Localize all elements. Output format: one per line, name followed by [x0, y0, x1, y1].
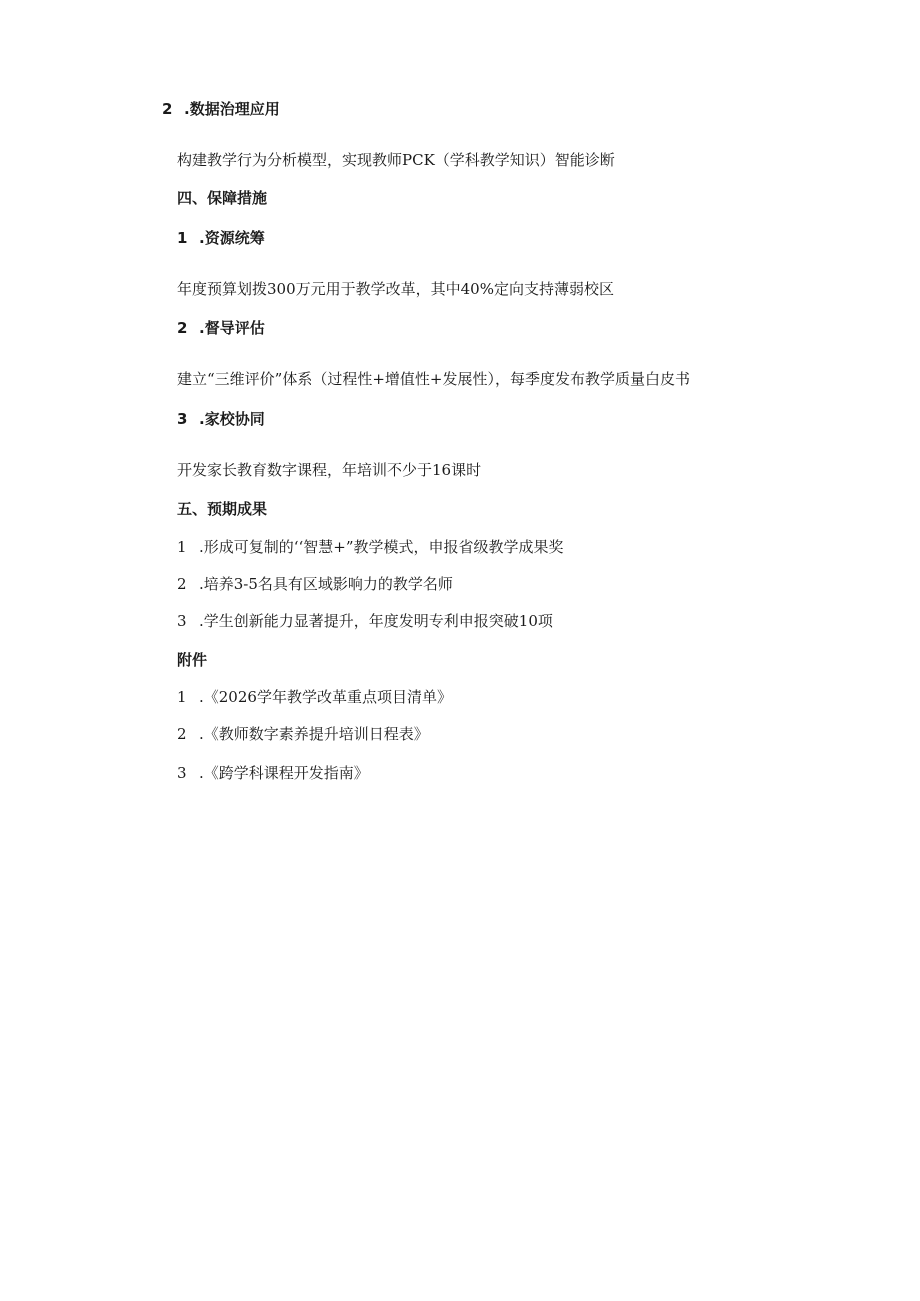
list-item-text: .形成可复制的‘‘智慧+”教学模式，申报省级教学成果奖: [199, 538, 564, 556]
paragraph-resources: 年度预算划拨300万元用于教学改革，其中40%定向支持薄弱校区: [177, 280, 614, 298]
subheading-text: .数据治理应用: [184, 100, 280, 118]
subheading-text: .资源统筹: [199, 229, 265, 247]
item-number: 3: [177, 410, 188, 428]
section-heading-attachments: 附件: [177, 651, 208, 669]
item-number: 1: [177, 229, 188, 247]
item-number: 2: [177, 725, 187, 743]
item-number: 3: [177, 764, 187, 782]
list-item-text: .《跨学科课程开发指南》: [199, 764, 369, 782]
list-item-attachment-3: [177, 763, 369, 783]
list-item-attachment-2: [177, 724, 429, 744]
item-number: 2: [162, 100, 173, 118]
item-number: 2: [177, 319, 188, 337]
item-number: 1: [177, 688, 187, 706]
list-item-text: .《2026学年教学改革重点项目清单》: [199, 688, 452, 706]
subheading-data-governance: [162, 99, 280, 119]
paragraph-data-governance: 构建教学行为分析模型，实现教师PCK（学科教学知识）智能诊断: [177, 151, 615, 169]
subheading-home-school: [177, 409, 265, 429]
subheading-resources: [177, 228, 265, 248]
list-item-text: .培养3-5名具有区域影响力的教学名师: [199, 575, 453, 593]
subheading-supervision: [177, 318, 265, 338]
list-item-outcome-2: [177, 574, 453, 594]
subheading-text: .督导评估: [199, 319, 265, 337]
item-number: 2: [177, 575, 187, 593]
paragraph-home-school: 开发家长教育数字课程，年培训不少于16课时: [177, 461, 482, 479]
list-item-outcome-3: [177, 611, 553, 631]
subheading-text: .家校协同: [199, 410, 265, 428]
section-heading-outcomes: 五、预期成果: [177, 500, 268, 518]
paragraph-supervision: 建立“三维评价”体系（过程性+增值性+发展性），每季度发布教学质量白皮书: [177, 370, 690, 388]
list-item-text: .《教师数字素养提升培训日程表》: [199, 725, 429, 743]
list-item-attachment-1: [177, 687, 452, 707]
list-item-text: .学生创新能力显著提升，年度发明专利申报突破10项: [199, 612, 553, 630]
item-number: 3: [177, 612, 187, 630]
section-heading-safeguards: 四、保障措施: [177, 189, 268, 207]
item-number: 1: [177, 538, 187, 556]
list-item-outcome-1: [177, 537, 564, 557]
